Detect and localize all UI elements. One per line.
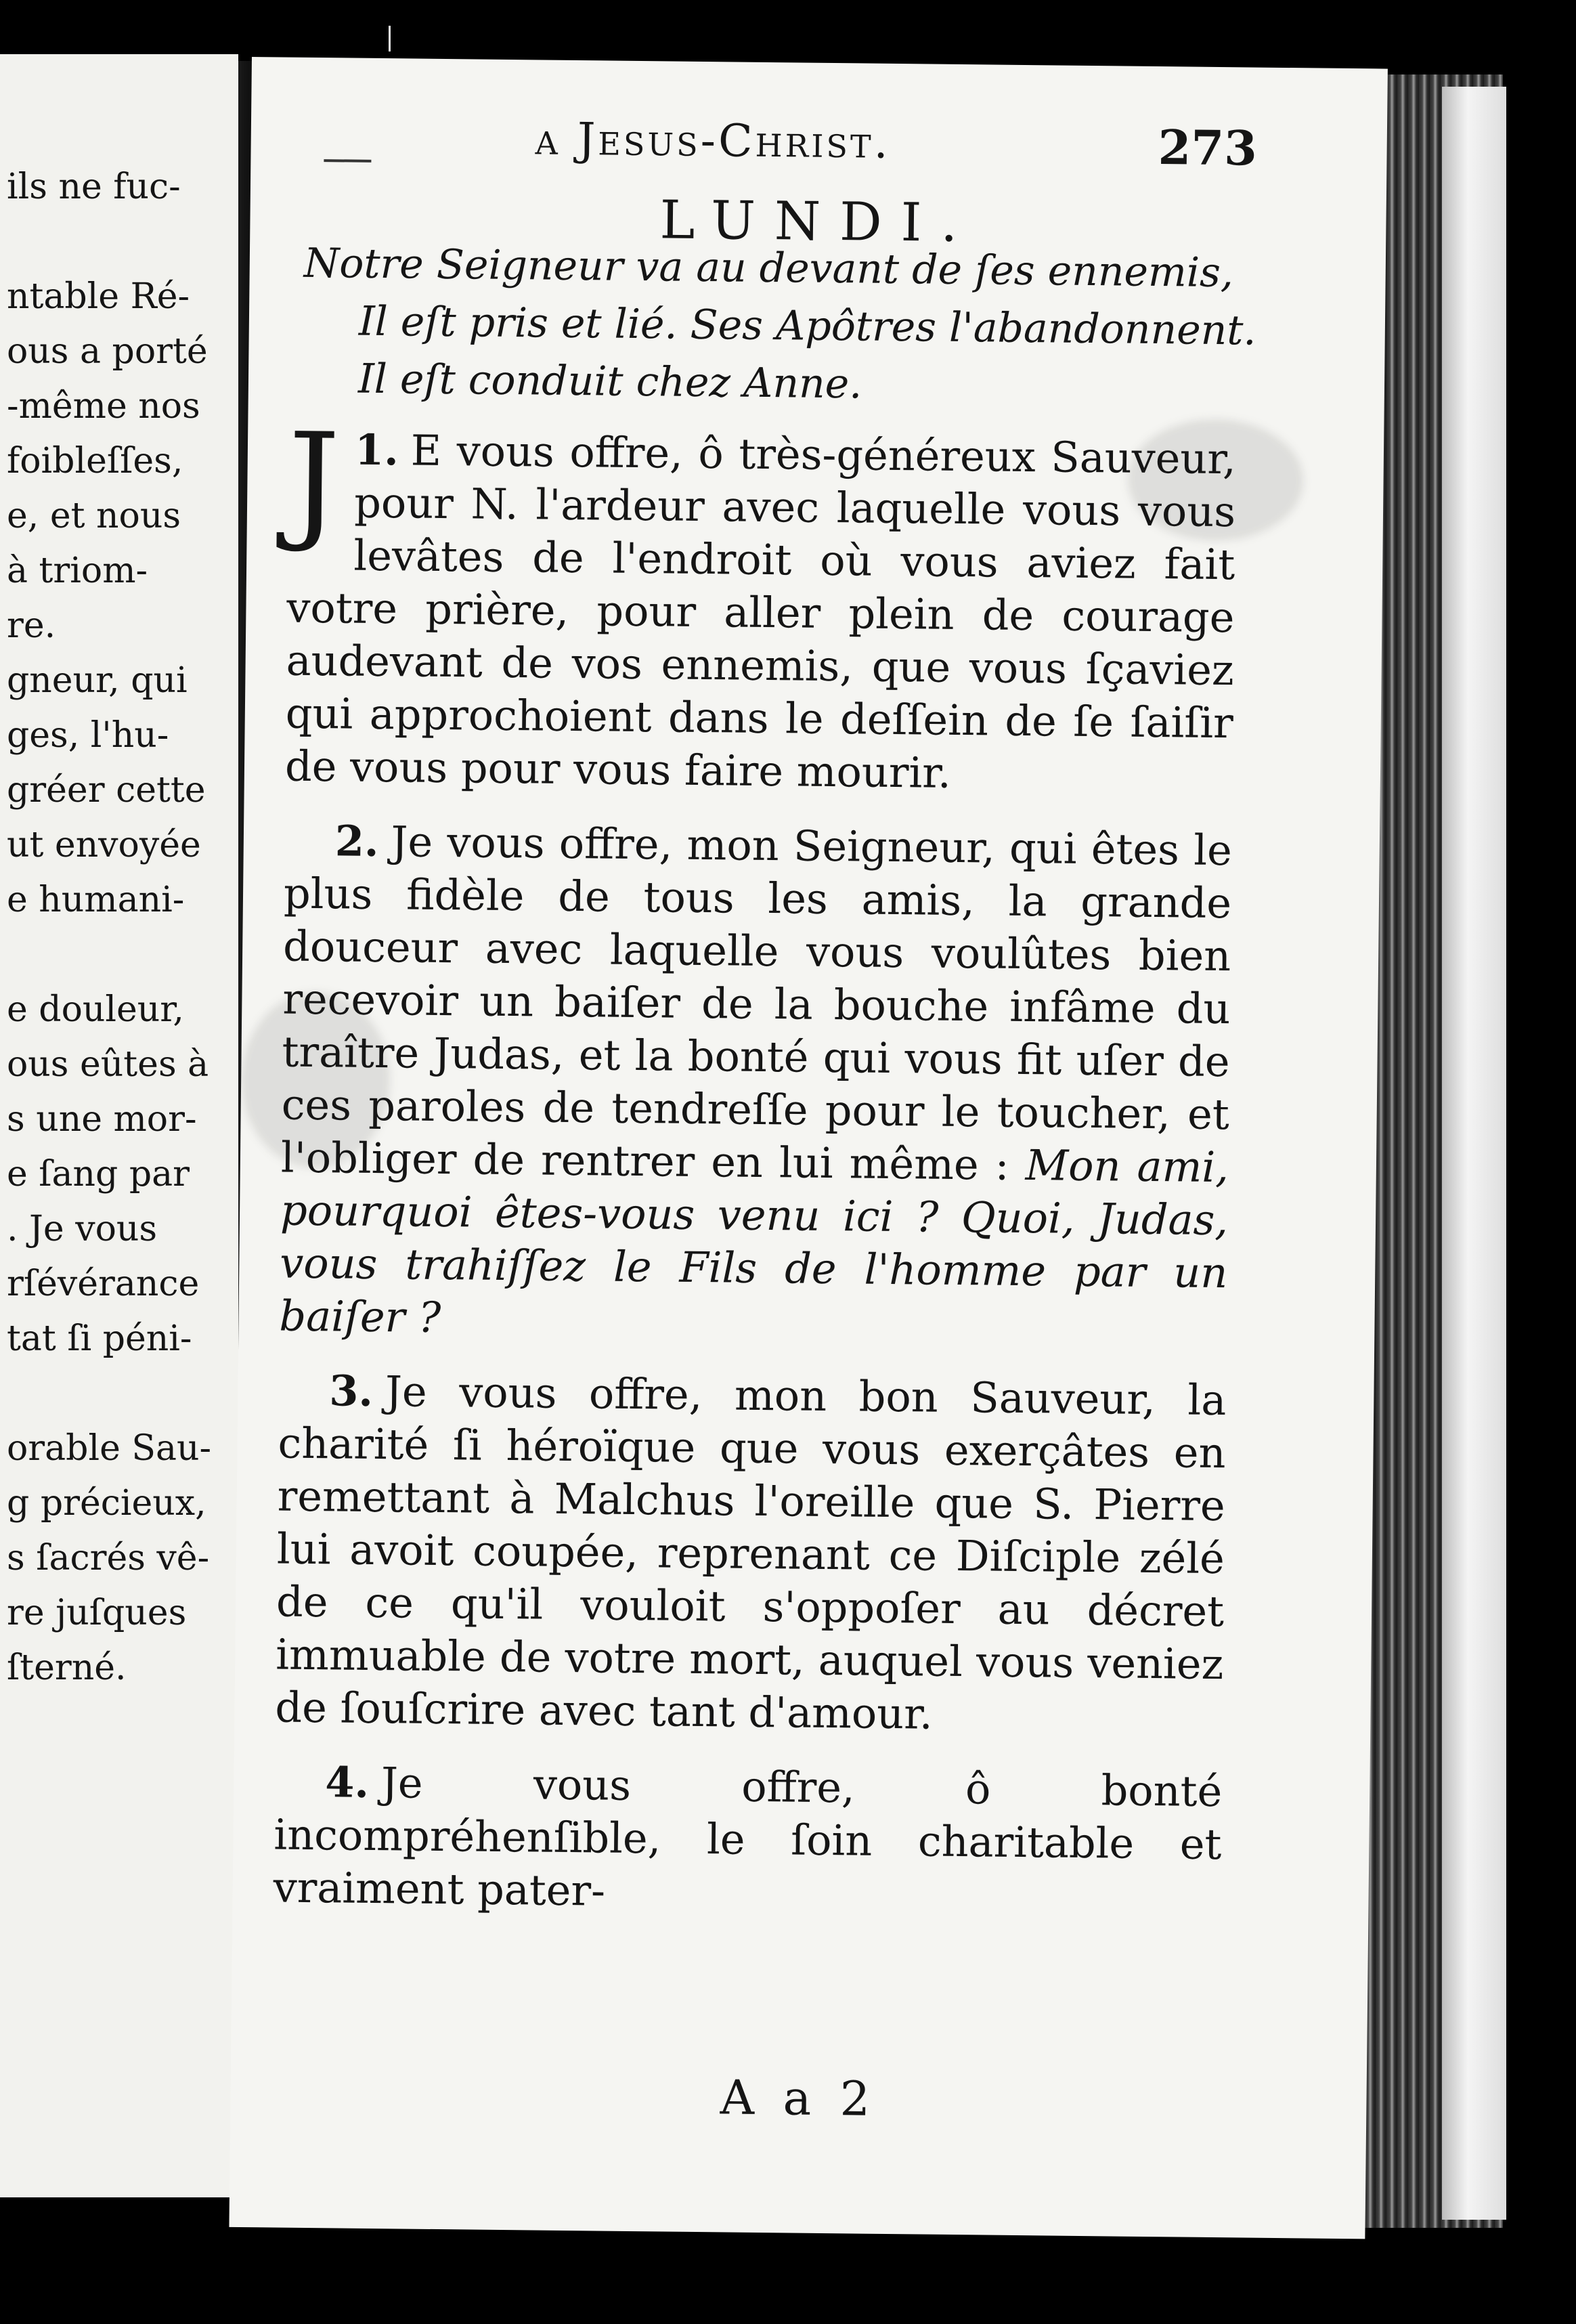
left-page-line: -même nos [7,386,200,427]
left-page-line: e ſang par [7,1154,190,1195]
day-title: LUNDI. [659,190,977,255]
left-page-line: gneur, qui [7,660,188,701]
left-page-line: orable Sau- [7,1428,212,1469]
paragraph-quote: Mon ami, pourquoi êtes-vous venu ici ? Quoi, Judas, vous trahiſſez le Fils de l'homme par un baiſer ? [279,1140,1229,1343]
left-page-line: . Je vous [7,1209,158,1249]
left-page-line: ges, l'hu- [7,715,169,756]
summary-line: Notre Seigneur va au devant de ſes ennemis, [303,239,1234,297]
signature-mark: A a 2 [720,2069,877,2127]
left-page-line: s ſacrés vê- [7,1538,210,1578]
chapter-summary [303,235,1257,418]
paragraph-3 [275,1364,1227,1744]
left-page-line: re juſques [7,1593,187,1633]
background-edge [1507,81,1576,2324]
left-page-line: foibleſſes, [7,441,183,481]
paragraph-text: Je vous offre, mon Seigneur, qui êtes le plus fidèle de tous les amis, la grande douceur avec laquelle vous voulûtes bien recevoir un baiſer de la bouche infâme du traître Judas, et la bonté qui vous fit uſer de ces paroles de tendreſſe pour le toucher, et l'obliger de rentrer en lui même : [280,817,1233,1190]
left-page [0,54,238,2197]
left-page-line: e douleur, [7,989,184,1030]
paragraph-number: 2. [334,816,379,867]
paragraph-2 [279,815,1232,1353]
left-page-line: tat ſi péni- [7,1318,192,1359]
header-rule [324,159,371,163]
left-page-line: ous eûtes à [7,1044,209,1085]
left-page-line: ſterné. [7,1648,127,1688]
left-page-line: ut envoyée [7,825,201,865]
body-text [273,405,1237,1946]
main-page [229,57,1387,2239]
left-page-line: ntable Ré- [7,276,190,317]
left-page-line: re. [7,605,56,646]
left-page-line: rſévérance [7,1264,200,1304]
scan-mark [389,26,391,51]
left-page-line: ils ne fuc- [7,167,181,207]
left-page-line: s une mor- [7,1099,197,1140]
paragraph-text: Je vous offre, mon bon Sauveur, la charité ſi héroïque que vous exerçâtes en remettant à Malchus l'oreille que S. Pierre lui avoit coupée, reprenant ce Diſciple zélé de ce qu'il vouloit s'oppoſer au décret immuable de votre mort, auquel vous veniez de ſouſcrire avec tant d'amour. [275,1367,1227,1739]
running-head: a Jesus-Christ. [535,112,892,169]
left-page-line: e, et nous [7,496,181,536]
paragraph-4 [273,1755,1222,1924]
paragraph-number: 4. [324,1757,370,1807]
paragraph-1 [284,405,1237,803]
paragraph-number: 1. [354,425,399,475]
paragraph-text: Je vous offre, ô bonté incompréhenſible, le ſoin charitable et vraiment pater- [273,1758,1223,1916]
summary-line: Il eſt pris et lié. Ses Apôtres l'abandonnent. [358,297,1256,355]
page-header [250,110,1387,190]
summary-line: Il eſt conduit chez Anne. [357,355,862,408]
paragraph-number: 3. [328,1366,374,1416]
drop-cap: J [287,405,341,556]
page-number: 273 [1158,119,1258,177]
paragraph-text: E vous offre, ô très-généreux Sauveur, pour N. l'ardeur avec laquelle vous vous levâtes de l'endroit où vous aviez fait votre prière, pour aller plein de courage audevant de vos ennemis, que vous ſçaviez qui approchoient dans le deſſein de ſe ſaiſir de vous pour vous faire mourir. [284,425,1237,798]
left-page-line: à triom- [7,551,148,591]
left-page-line: e humani- [7,880,185,920]
left-page-line: ous a porté [7,331,208,372]
left-page-line: gréer cette [7,770,206,811]
left-page-line: g précieux, [7,1483,206,1524]
page-edge-highlight [1442,87,1506,2220]
